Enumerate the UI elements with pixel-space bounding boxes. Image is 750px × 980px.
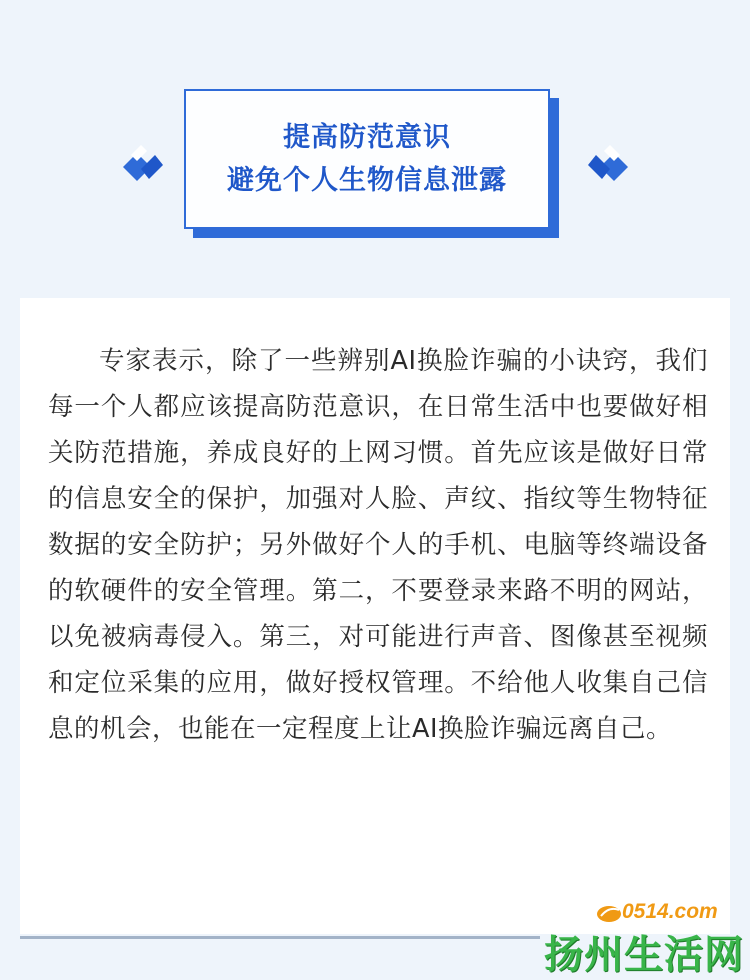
diamond-arrow-left-icon: [117, 145, 163, 189]
title-box: [184, 89, 550, 229]
title-line-2: 避免个人生物信息泄露: [227, 165, 507, 196]
diamond-arrow-right-icon: [588, 145, 634, 189]
body-paragraph: 专家表示，除了一些辨别AI换脸诈骗的小诀窍，我们每一个人都应该提高防范意识，在日常生活中也要做好相关防范措施，养成良好的上网习惯。首先应该是做好日常的信息安全的保护，加强对人脸、声纹、指纹等生物特征数据的安全防护；另外做好个人的手机、电脑等终端设备的软硬件的安全管理。第二，不要登录来路不明的网站，以免被病毒侵入。第三，对可能进行声音、图像甚至视频和定位采集的应用，做好授权管理。不给他人收集自己信息的机会，也能在一定程度上让AI换脸诈骗远离自己。: [48, 346, 708, 744]
footer-divider: [20, 936, 540, 939]
title-line-1: 提高防范意识: [283, 121, 451, 153]
leaf-icon: [593, 902, 625, 924]
site-logo: [538, 900, 748, 978]
logo-domain: 0514.com: [622, 900, 718, 923]
logo-name: 扬州生活网: [544, 933, 745, 978]
